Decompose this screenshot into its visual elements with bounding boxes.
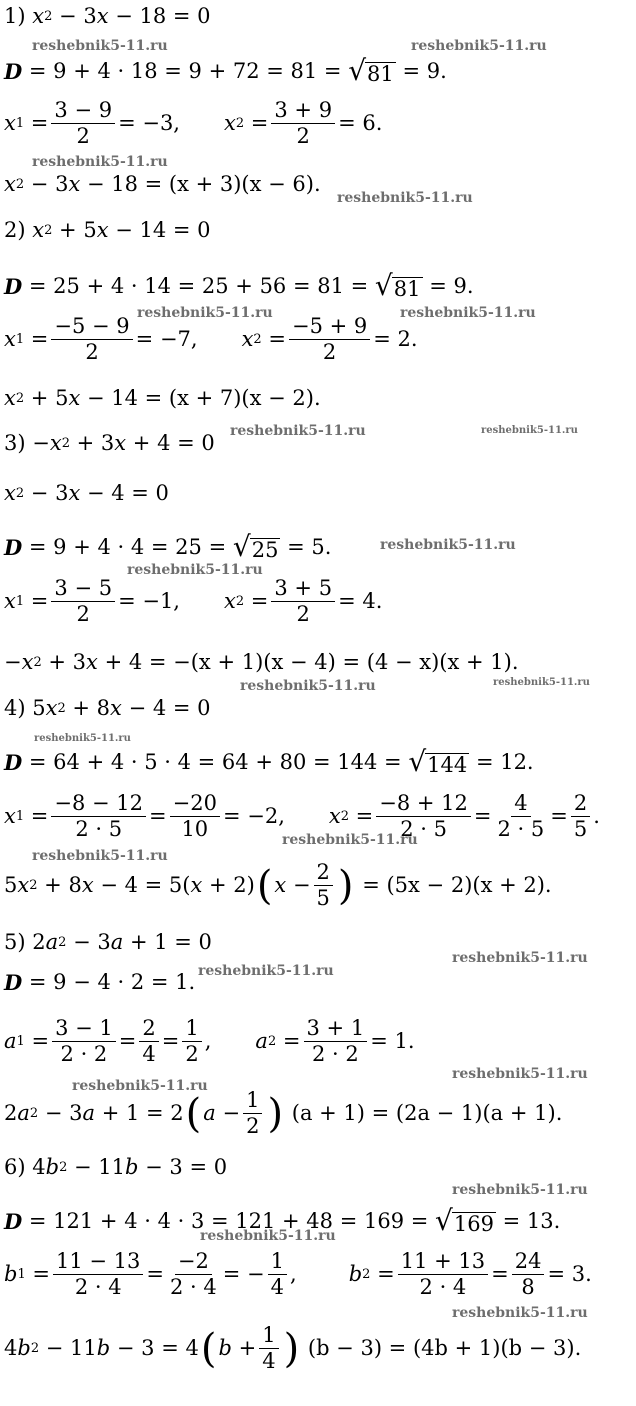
watermark: reshebnik5-11.ru [452, 1182, 588, 1198]
eq5-discriminant: D = 9 − 4 · 2 = 1. [4, 970, 196, 995]
eq4-roots: x 1 = $\frac{-8 - 12}{2 \cdot 5}$ = $\frac{-20}{10}$ = −2, x 2 = $\frac{-8 + 12}{2 \cdot 5}$ = $\frac{4}{2 \cdot 5}$ = $\frac{2}{5}$ . [4, 791, 600, 841]
watermark: reshebnik5-11.ru [452, 1305, 588, 1321]
watermark: reshebnik5-11.ru [198, 963, 334, 979]
watermark: reshebnik5-11.ru [411, 38, 547, 54]
eq1-roots: x 1 = $\frac{3 - 9}{2}$ = −3, x 2 = $\frac{3 + 9}{2}$ = 6. [4, 98, 383, 148]
eq3-roots: x 1 = $\frac{3 - 5}{2}$ = −1, x 2 = $\frac{3 + 5}{2}$ = 4. [4, 576, 383, 626]
watermark: reshebnik5-11.ru [452, 1066, 588, 1082]
watermark: reshebnik5-11.ru [32, 848, 168, 864]
eq4-discriminant: D = 64 + 4 · 5 · 4 = 64 + 80 = 144 = √ 144 = 12. [4, 745, 534, 778]
watermark: reshebnik5-11.ru [137, 305, 273, 321]
eq3-statement: 3) − x 2 + 3 x + 4 = 0 [4, 431, 215, 455]
fraction: $\frac{3 - 9}{2}$ [51, 100, 115, 147]
eq1-factorization: x 2 − 3 x − 18 = (x + 3)(x − 6). [4, 172, 321, 196]
eq1-discriminant: D = 9 + 4 · 18 = 9 + 72 = 81 = √ 81 = 9. [4, 54, 447, 87]
watermark: reshebnik5-11.ru [282, 832, 418, 848]
watermark: reshebnik5-11.ru [380, 537, 516, 553]
watermark: reshebnik5-11.ru [32, 154, 168, 170]
watermark: reshebnik5-11.ru [337, 190, 473, 206]
watermark: reshebnik5-11.ru [32, 38, 168, 54]
eq6-discriminant: D = 121 + 4 · 4 · 3 = 121 + 48 = 169 = √ 169 = 13. [4, 1204, 561, 1237]
sqrt: √ 81 [348, 54, 394, 87]
eq2-roots: x 1 = $\frac{-5 - 9}{2}$ = −7, x 2 = $\frac{-5 + 9}{2}$ = 2. [4, 314, 418, 364]
eq3-factorization: − x 2 + 3 x + 4 = −(x + 1)(x − 4) = (4 − x)(x + 1). [4, 650, 519, 674]
eq3-discriminant: D = 9 + 4 · 4 = 25 = √ 25 = 5. [4, 530, 332, 563]
eq2-statement: 2) x 2 + 5 x − 14 = 0 [4, 218, 211, 242]
eq5-roots: a 1 = $\frac{3 - 1}{2 \cdot 2}$ = $\frac{2}{4}$ = $\frac{1}{2}$ , a 2 = $\frac{3 + 1}{2 \cdot 2}$ = 1. [4, 1016, 415, 1066]
eq3-reduced: x 2 − 3 x − 4 = 0 [4, 481, 169, 505]
watermark: reshebnik5-11.ru [72, 1078, 208, 1094]
eq5-statement: 5) 2 a 2 − 3 a + 1 = 0 [4, 930, 212, 954]
watermark: reshebnik5-11.ru [230, 423, 366, 439]
eq4-factorization: 5 x 2 + 8 x − 4 = 5( x + 2) ( x − $\frac{2}{5}$ ) = (5x − 2)(x + 2). [4, 860, 552, 910]
item-number: 1) [4, 4, 26, 28]
watermark: reshebnik5-11.ru [127, 562, 263, 578]
eq6-factorization: 4 b 2 − 11 b − 3 = 4 ( b + $\frac{1}{4}$ ) (b − 3) = (4b + 1)(b − 3). [4, 1323, 582, 1373]
watermark: reshebnik5-11.ru [400, 305, 536, 321]
eq6-statement: 6) 4 b 2 − 11 b − 3 = 0 [4, 1155, 228, 1179]
watermark: reshebnik5-11.ru [452, 950, 588, 966]
watermark: reshebnik5-11.ru [240, 678, 376, 694]
watermark: reshebnik5-11.ru [481, 425, 578, 436]
watermark: reshebnik5-11.ru [200, 1228, 336, 1244]
eq1-statement: 1) x 2 − 3 x − 18 = 0 [4, 4, 211, 28]
eq2-factorization: x 2 + 5 x − 14 = (x + 7)(x − 2). [4, 386, 321, 410]
watermark: reshebnik5-11.ru [493, 677, 590, 688]
eq2-discriminant: D = 25 + 4 · 14 = 25 + 56 = 81 = √ 81 = 9. [4, 269, 474, 302]
eq6-roots: b 1 = $\frac{11 - 13}{2 \cdot 4}$ = $\frac{-2}{2 \cdot 4}$ = − $\frac{1}{4}$ , b 2 = $\frac{11 + 13}{2 \cdot 4}$ = $\frac{24}{8}$ = 3. [4, 1249, 592, 1299]
eq5-factorization: 2 a 2 − 3 a + 1 = 2 ( a − $\frac{1}{2}$ ) (a + 1) = (2a − 1)(a + 1). [4, 1088, 563, 1138]
watermark: reshebnik5-11.ru [34, 733, 131, 744]
fraction: $\frac{3 + 9}{2}$ [271, 100, 335, 147]
eq4-statement: 4) 5 x 2 + 8 x − 4 = 0 [4, 696, 211, 720]
